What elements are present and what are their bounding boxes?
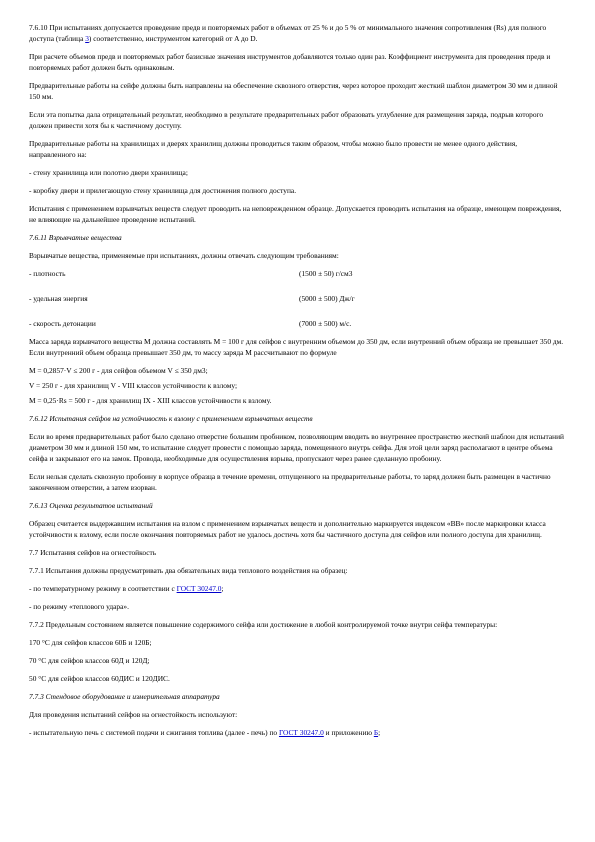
formula-vault-ix-xiii: M = 0,25·Rs = 500 г - для хранилищ IX - XIII классов устойчивости к взлому.: [29, 396, 272, 405]
paragraph-charge-mass: Масса заряда взрывчатого вещества M должна составлять M = 100 г для сейфов с внутренним объемом до 350 дм, если внутренний объем образца не превышает 350 дм. Если внутренний объем образца превышает 350 дм, то массу заряда M рассчитывают по формуле: [29, 337, 564, 357]
document-body: [29, 22, 565, 745]
paragraph-partial-hole: Если нельзя сделать сквозную пробоину в корпусе образца в течение времени, отпущенного на предварительные работы, то заряд должен быть размещен в частично законченном отверстии, а затем взорван.: [29, 472, 551, 492]
paragraph-equipment: Для проведения испытаний сейфов на огнестойкость используют:: [29, 710, 238, 719]
table-3-link[interactable]: 3: [85, 34, 89, 43]
list-item-heat-shock: - по режиму «теплового удара».: [29, 602, 129, 611]
list-item-door-frame: - коробку двери и прилегающую стену хранилища для достижения полного доступа.: [29, 186, 297, 195]
heading-7-7-3: 7.7.3 Стендовое оборудование и измерительная аппаратура: [29, 692, 220, 701]
property-label: - удельная энергия: [29, 294, 88, 303]
limit-class-b: 170 °C для сейфов классов 60Б и 120Б;: [29, 638, 152, 647]
heading-7-7: 7.7 Испытания сейфов на огнестойкость: [29, 548, 157, 557]
paragraph-evaluation: Образец считается выдержавшим испытания на взлом с применением взрывчатых веществ и дополнительно маркируется индексом «ВВ» после маркировки класса устойчивости к взлому, если после окончания повторяемых работ не удалось достичь хотя бы частичного доступа для сейфов или полного доступа для хранилищ.: [29, 519, 546, 539]
paragraph-explosive-tests: Испытания с применением взрывчатых веществ следует проводить на неповрежденном образце. Допускается проводить испытания на образце, имеющем повреждения, не влияющие на дальнейшее проведение испытаний.: [29, 204, 562, 224]
list-item-wall: - стену хранилища или полотно двери хранилища;: [29, 168, 188, 177]
property-label: - скорость детонации: [29, 319, 96, 328]
property-value: (7000 ± 500) м/с.: [299, 319, 352, 328]
property-value: (1500 ± 50) г/см3: [299, 269, 353, 278]
appendix-b-link[interactable]: Б: [373, 728, 379, 737]
paragraph-preliminary-works: Предварительные работы на сейфе должны быть направлены на обеспечение сквозного отверстия, через которое проходит жесткий шаблон диаметром 30 мм и длиной 150 мм.: [29, 81, 558, 101]
property-label: - плотность: [29, 269, 66, 278]
formula-vault-v-viii: V = 250 г - для хранилищ V - VIII классов устойчивости к взлому;: [29, 381, 238, 390]
heading-7-6-12: 7.6.12 Испытания сейфов на устойчивость к взлому с применением взрывчатых веществ: [29, 414, 313, 423]
paragraph-7-6-10: 7.6.10 При испытаниях допускается проведение предв и повторяемых работ в объемах от 25 % и до 5 % от минимального значения сопротивления (Rs) для полного доступа (таблица 3) соответственно, инструментом категорий от A до D.: [29, 23, 547, 43]
property-detonation-speed: [29, 318, 565, 329]
paragraph-7-7-1: 7.7.1 Испытания должны предусматривать два обязательных вида теплового воздействия на образец:: [29, 566, 348, 575]
paragraph-explosive-requirements: Взрывчатые вещества, применяемые при испытаниях, должны отвечать следующим требованиям:: [29, 251, 339, 260]
list-item-temperature-mode: - по температурному режиму в соответствии с ГОСТ 30247.0;: [29, 584, 224, 593]
property-value: (5000 ± 500) Дж/г: [299, 294, 355, 303]
paragraph-vault-works: Предварительные работы на хранилищах и дверях хранилищ должны проводиться таким образом, чтобы можно было провести не менее одного действия, направленного на:: [29, 139, 518, 159]
paragraph-7-7-2: 7.7.2 Предельным состоянием является повышение содержимого сейфа или достижение в любой контролируемой точке внутри сейфа температуры:: [29, 620, 498, 629]
gost-30247-link-2[interactable]: ГОСТ 30247.0: [278, 728, 324, 737]
gost-30247-link[interactable]: ГОСТ 30247.0: [176, 584, 222, 593]
limit-class-dis: 50 °C для сейфов классов 60ДИС и 120ДИС.: [29, 674, 170, 683]
list-item-furnace: - испытательную печь с системой подачи и сжигания топлива (далее - печь) по ГОСТ 30247.0 и приложению Б;: [29, 728, 381, 737]
paragraph-basis-values: При расчете объемов предв и повторяемых работ базисные значения инструментов добавляются только один раз. Коэффициент инструмента для проведения предв и повторяемых работ должен быть одинаковым.: [29, 52, 551, 72]
heading-7-6-13: 7.6.13 Оценка результатов испытаний: [29, 501, 153, 510]
paragraph-negative-result: Если эта попытка дала отрицательный результат, необходимо в результате предварительных работ образовать углубление для размещения заряда, подрыв которого должен привести хотя бы к частичному доступу.: [29, 110, 544, 130]
paragraph-charge-inside: Если во время предварительных работ было сделано отверстие большим пробником, позволяющим вводить во внутреннее пространство жесткий шаблон для испытаний диаметром 30 мм и длиной 150 мм, то испытание следует провести с помощью заряда, помещенного внутрь сейфа. Для этой цели заряд располагают в центре объема сейфа и закрывают его на замок. Провода, необходимые для осуществления взрыва, пропускают через ранее сделанную пробоину.: [29, 432, 564, 463]
property-specific-energy: [29, 293, 565, 304]
limit-class-d: 70 °C для сейфов классов 60Д и 120Д;: [29, 656, 150, 665]
formula-safe-volume: M = 0,2857·V ≤ 200 г - для сейфов объемом V ≤ 350 дм3;: [29, 366, 208, 375]
heading-7-6-11: 7.6.11 Взрывчатые вещества: [29, 233, 122, 242]
property-density: [29, 268, 565, 279]
